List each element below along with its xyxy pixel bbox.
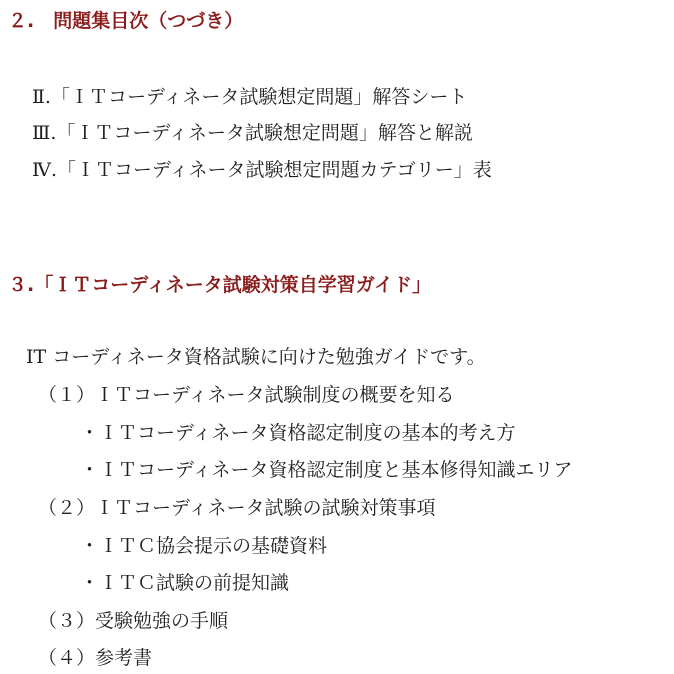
toc-item-answers-explanations: Ⅲ.「ＩＴコーディネータ試験想定問題」解答と解説: [32, 122, 473, 144]
guide-item-2: （２）ＩＴコーディネータ試験の試験対策事項: [38, 497, 436, 519]
guide-item-4: （４）参考書: [38, 647, 153, 669]
section-3-heading: ３.「ＩＴコーディネータ試験対策自学習ガイド」: [8, 274, 432, 296]
guide-subitem-2-2: ・ＩＴＣ試験の前提知識: [80, 572, 290, 594]
guide-item-1: （１）ＩＴコーディネータ試験制度の概要を知る: [38, 384, 455, 406]
guide-intro: IT コーディネータ資格試験に向けた勉強ガイドです。: [26, 346, 486, 368]
section-2-heading: ２. 問題集目次（つづき）: [8, 10, 244, 32]
guide-item-3: （３）受験勉強の手順: [38, 610, 229, 632]
guide-subitem-2-1: ・ＩＴＣ協会提示の基礎資料: [80, 535, 328, 557]
guide-subitem-1-1: ・ＩＴコーディネータ資格認定制度の基本的考え方: [80, 422, 516, 444]
toc-item-category-table: Ⅳ.「ＩＴコーディネータ試験想定問題カテゴリー」表: [32, 159, 492, 181]
toc-item-answer-sheet: Ⅱ.「ＩＴコーディネータ試験想定問題」解答シート: [32, 86, 468, 108]
guide-subitem-1-2: ・ＩＴコーディネータ資格認定制度と基本修得知識エリア: [80, 459, 573, 481]
